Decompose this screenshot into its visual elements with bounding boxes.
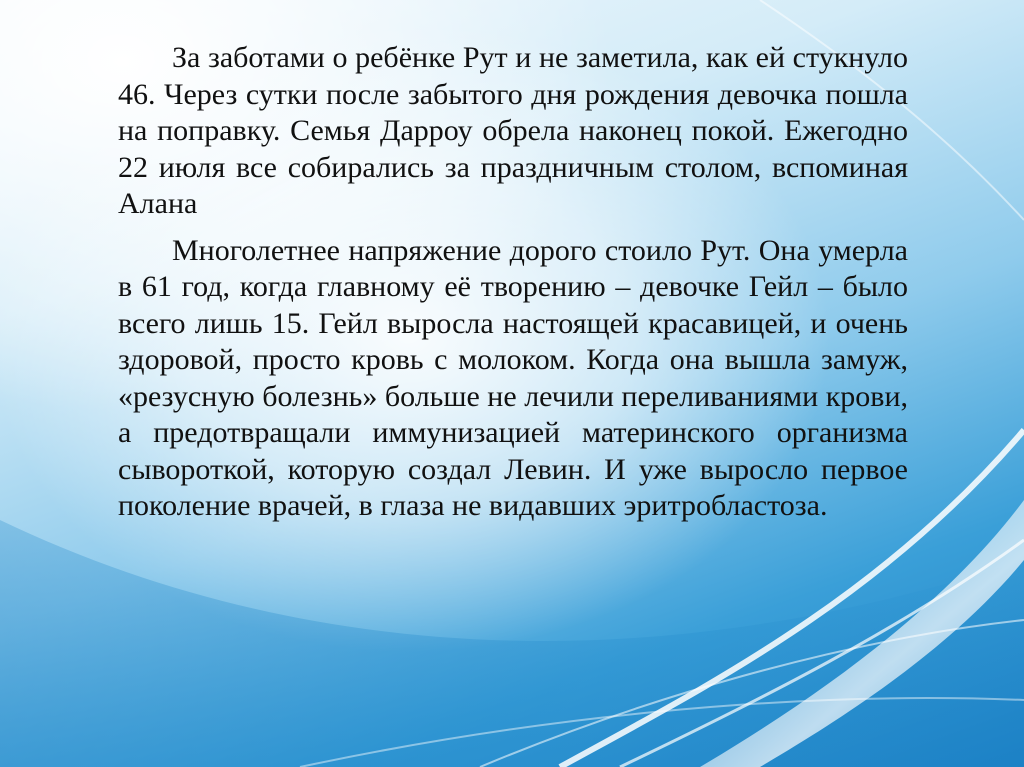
paragraph-2: Многолетнее напряжение дорого стоило Рут. Она умерла в 61 год, когда главному её творению – девочке Гейл – было всего лишь 15. Гейл выросла настоящей красавицей, и очень здоровой, просто кровь с молоком. Когда она вышла замуж, «резусную болезнь» больше не лечили переливаниями крови, а предотвращали иммунизацией материнского организма сывороткой, которую создал Левин. И уже выросло первое поколение врачей, в глаза не видавших эритробластоза. (118, 233, 908, 522)
body-text (118, 40, 908, 535)
paragraph-1: За заботами о ребёнке Рут и не заметила, как ей стукнуло 46. Через сутки после забытого дня рождения девочка пошла на поправку. Семья Дарроу обрела наконец покой. Ежегодно 22 июля все собирались за праздничным столом, вспоминая Алана (118, 41, 908, 220)
